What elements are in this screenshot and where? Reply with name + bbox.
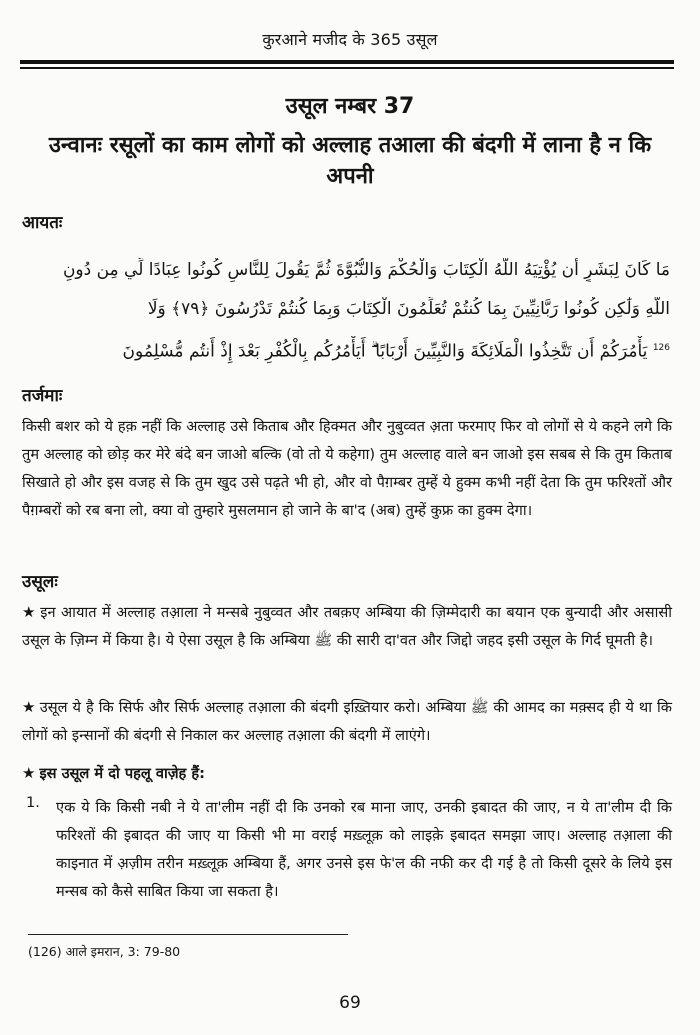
list-item-1: एक ये कि किसी नबी ने ये ता'लीम नहीं दी कि उनको रब माना जाए, उनकी इबादत की जाए, न ये ता'लीम दी कि फरिश्तों की इबादत की जाए या किसी भी मा वराई मख़्लूक़ को लाइक़े इबादत समझा जाए। अल्लाह तआ़ला की काइनात में अ़ज़ीम तरीन मख़्लूक़ अम्बिया हैं, अगर उनसे इस फे'ल की नफी कर दी गई है तो किसी दूसरे के लिये इस मन्सब को कैसे साबित किया जा सकता है। xyxy=(56,799,672,900)
ayat-label: आयतः xyxy=(22,213,63,233)
footnote: (126) आले इमरान, 3: 79-80 xyxy=(28,944,181,959)
star-bullet-icon: ★ xyxy=(22,764,36,782)
usool-paragraph-3-text: इस उसूल में दो पहलू वाज़ेह हैं: xyxy=(39,765,205,782)
page-number: 69 xyxy=(339,993,361,1013)
usool-paragraph-3 xyxy=(22,759,672,788)
usool-label: उसूलः xyxy=(22,572,58,592)
ayat-line-2: اللَّهِ وَلَٰكِن كُونُوا رَبَّانِيِّينَ بِمَا كُنتُمْ تُعَلِّمُونَ الْكِتَابَ وَبِمَا كُنتُمْ تَدْرُسُونَ ﴿٧٩﴾ وَلَا xyxy=(147,299,670,319)
running-header: कुरआने मजीद के 365 उसूल xyxy=(262,30,438,49)
usool-paragraph-2 xyxy=(22,693,672,750)
section-title: उन्वानः रसूलों का काम लोगों को अल्लाह तआला की बंदगी में लाना है न कि अपनी xyxy=(48,133,652,189)
ayat-line-3 xyxy=(30,336,670,364)
star-bullet-icon: ★ xyxy=(22,603,37,621)
ayat-line-1: مَا كَانَ لِبَشَرٍ أَن يُؤْتِيَهُ اللَّهُ الْكِتَابَ وَالْحُكْمَ وَالنُّبُوَّةَ ثُمَّ يَقُولَ لِلنَّاسِ كُونُوا عِبَادًا لِّي مِن دُونِ xyxy=(62,260,670,280)
footnote-rule xyxy=(28,934,348,935)
header-rule-thick xyxy=(20,60,674,64)
section-heading: उसूल नम्बर 37 xyxy=(285,94,415,119)
usool-paragraph-1-text: इन आयात में अल्लाह तआ़ला ने मन्सबे नुबुव्वत और तबक़ए अम्बिया की ज़िम्मेदारी का बयान एक बुन्यादी और असासी उसूल के ज़िम्न में किया है। ये ऐसा उसूल है कि अम्बिया ﷺ की सारी दा'वत और जिद्दो जहद इसी उसूल के गिर्द घूमती है। xyxy=(22,604,672,649)
star-bullet-icon: ★ xyxy=(22,698,36,716)
ayat-line-3-text: يَأْمُرَكُمْ أَن تَتَّخِذُوا الْمَلَائِكَةَ وَالنَّبِيِّينَ أَرْبَابًا ۗ أَيَأْمُرُكُم بِالْكُفْرِ بَعْدَ إِذْ أَنتُم مُّسْلِمُونَ xyxy=(122,341,648,362)
ayat-footnote-ref: 126 xyxy=(652,343,670,353)
header-rule-thin xyxy=(20,67,674,69)
tarjuma-label: तर्जमाः xyxy=(22,386,63,406)
list-item-number: 1. xyxy=(26,794,40,811)
usool-paragraph-1 xyxy=(22,598,672,655)
usool-paragraph-2-text: उसूल ये है कि सिर्फ और सिर्फ अल्लाह तआ़ला की बंदगी इख़्तियार करो। अम्बिया ﷺ की आमद का मक़्सद ही ये था कि लोगों को इन्सानों की बंदगी से निकाल कर अल्लाह तआ़ला की बंदगी में लाएंगे। xyxy=(22,699,672,744)
tarjuma-text: किसी बशर को ये हक़ नहीं कि अल्लाह उसे किताब और हिक्मत और नुबुव्वत अ़ता फरमाए फिर वो लोगों से ये कहने लगे कि तुम अल्लाह को छोड़ कर मेरे बंदे बन जाओ बल्कि (वो तो ये कहेगा) तुम अल्लाह वाले बन जाओ इस सबब से कि तुम किताब सिखाते हो और इस वजह से कि तुम खुद उसे पढ़ते भी हो, और वो पैग़म्बर तुम्हें ये हुक्म कभी नहीं देता कि तुम फरिश्तों और पैग़म्बरों को रब बना लो, क्या वो तुम्हारे मुसलमान हो जाने के बा'द (अब) तुम्हें कुफ्र का हुक्म देगा। xyxy=(22,418,672,519)
